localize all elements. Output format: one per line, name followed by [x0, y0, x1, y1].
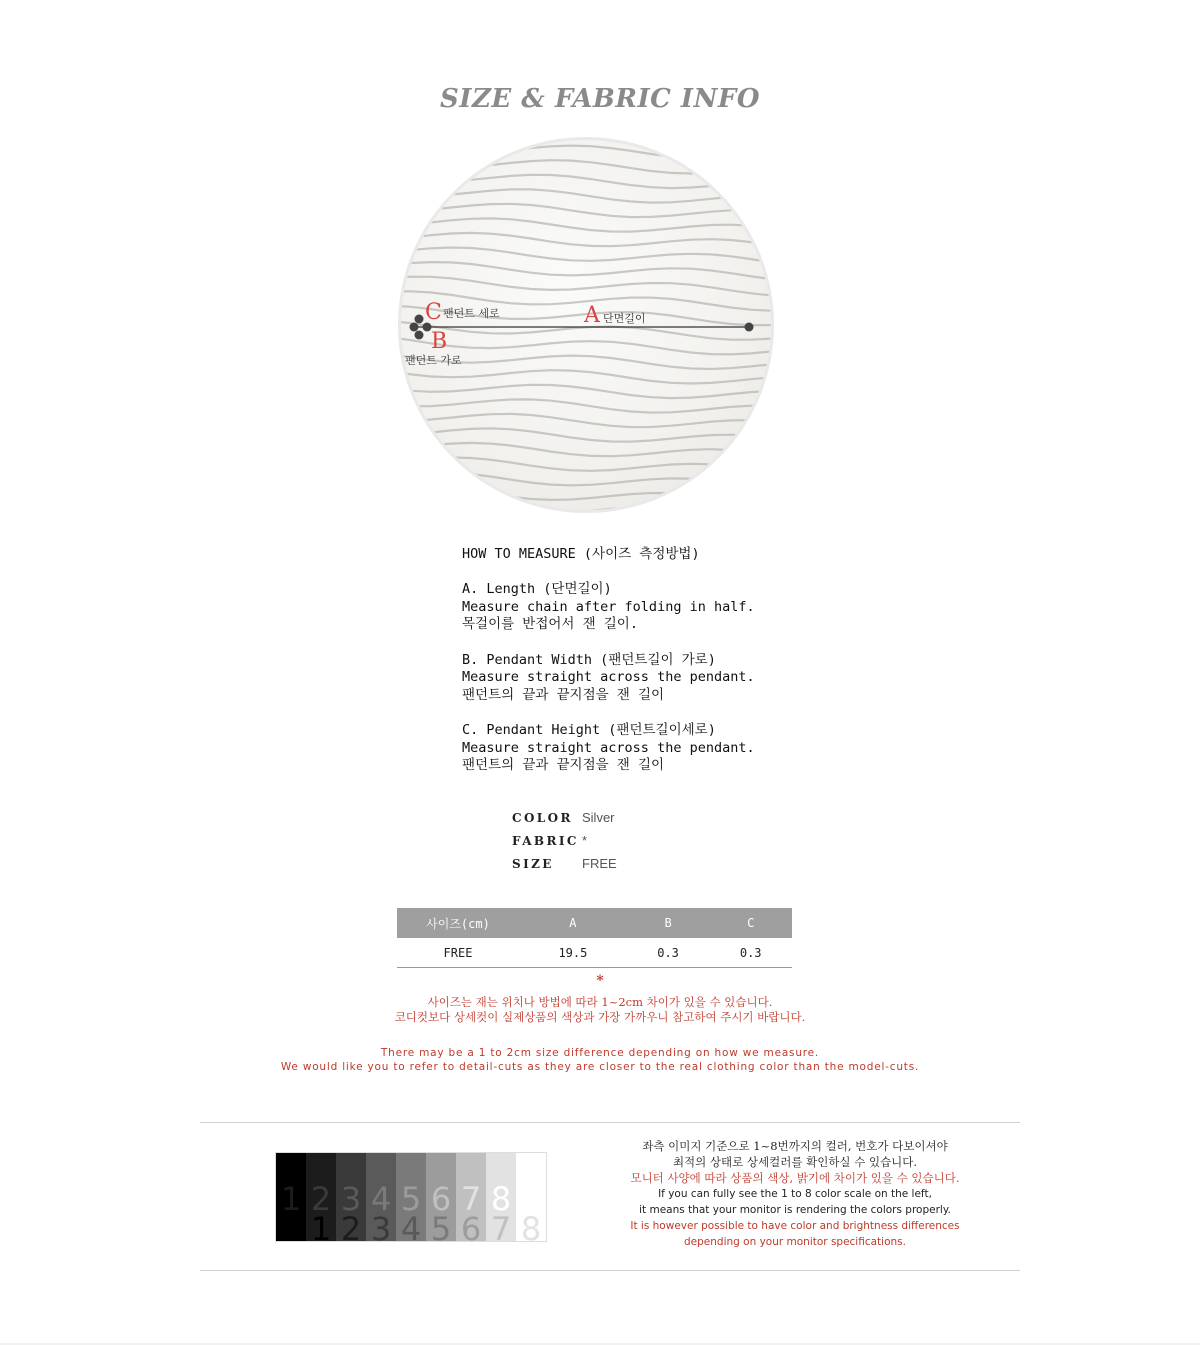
color-scale-number: 4 [370, 1180, 392, 1218]
monitor-ko-warning: 모니터 사양에 따라 상품의 색상, 밝기에 차이가 있을 수 있습니다. [630, 1171, 960, 1185]
color-scale-number: 5 [430, 1210, 452, 1241]
label-c-letter: C [425, 300, 442, 325]
monitor-color-scale [275, 1152, 547, 1242]
label-a-letter: A [584, 303, 600, 328]
pendant-point-bottom [415, 331, 424, 340]
spec-fabric-row [512, 829, 617, 852]
note-ko-line-1: 사이즈는 재는 위치나 방법에 따라 1~2cm 차이가 있을 수 있습니다. [427, 995, 773, 1009]
product-measure-diagram [398, 137, 774, 513]
color-scale-number: 4 [400, 1210, 422, 1241]
color-scale-number: 3 [370, 1210, 392, 1241]
b-cell: 0.3 [627, 938, 710, 968]
monitor-ko-line-1: 좌측 이미지 기준으로 1~8번까지의 컬러, 번호가 다보이셔야 [642, 1139, 948, 1153]
color-scale-swatch [426, 1153, 456, 1241]
measure-b-ko: 팬던트의 끝과 끝지점을 잰 길이 [462, 686, 665, 703]
spec-fabric-value: * [582, 833, 588, 848]
color-scale-number: 5 [400, 1180, 422, 1218]
color-scale-swatch [366, 1153, 396, 1241]
monitor-notice [600, 1138, 990, 1250]
color-scale-number: 3 [340, 1180, 362, 1218]
color-scale-number: 7 [490, 1210, 512, 1241]
color-scale-number: 8 [490, 1180, 512, 1218]
color-scale-number: 1 [310, 1210, 332, 1241]
divider-bottom [200, 1270, 1020, 1271]
color-scale-swatch [486, 1153, 516, 1241]
color-scale-number: 6 [460, 1210, 482, 1241]
size-cell: FREE [397, 938, 519, 968]
spec-color-label: COLOR [512, 810, 573, 825]
how-to-measure [462, 546, 802, 792]
spec-color-row [512, 806, 617, 829]
note-en-line-1: There may be a 1 to 2cm size difference depending on how we measure. [380, 1047, 820, 1059]
product-spec [512, 806, 617, 875]
c-cell: 0.3 [709, 938, 792, 968]
spec-fabric-label: FABRIC [512, 833, 579, 848]
pendant-point-top [415, 315, 424, 324]
a-cell: 19.5 [519, 938, 627, 968]
color-scale-number: 6 [430, 1180, 452, 1218]
measure-b-title: B. Pendant Width (팬던트길이 가로) [462, 651, 716, 668]
chain-end-point [745, 323, 754, 332]
note-en-line-2: We would like you to refer to detail-cuts as they are closer to the real clothing color than the model-cuts. [280, 1061, 920, 1073]
measure-a-en: Measure chain after folding in half. [462, 598, 755, 615]
color-scale-swatch [336, 1153, 366, 1241]
measure-a-title: A. Length (단면길이) [462, 581, 612, 598]
c-col-header: C [709, 908, 792, 938]
monitor-en-warning-2: depending on your monitor specifications. [684, 1236, 906, 1248]
pendant-point-left [410, 323, 419, 332]
color-scale-number: 8 [520, 1210, 542, 1241]
size-table-header [397, 908, 792, 938]
color-scale-swatch [516, 1153, 546, 1241]
note-star: * [596, 973, 604, 989]
note-ko-line-2: 코디컷보다 상세컷이 실제상품의 색상과 가장 가까우니 참고하여 주시기 바랍니다. [394, 1010, 806, 1024]
measure-b-en: Measure straight across the pendant. [462, 669, 755, 686]
note-english [0, 1046, 1200, 1074]
spec-size-label: SIZE [512, 856, 554, 871]
monitor-en-line-2: it means that your monitor is rendering the colors properly. [639, 1204, 951, 1216]
divider-top [200, 1122, 1020, 1123]
monitor-ko-line-2: 최적의 상태로 상세컬러를 확인하실 수 있습니다. [672, 1155, 918, 1169]
label-a-text: 단면길이 [603, 312, 646, 325]
measure-a-ko: 목걸이를 반접어서 잰 길이. [462, 616, 638, 633]
measure-heading: HOW TO MEASURE (사이즈 측정방법) [462, 546, 700, 562]
table-row [397, 938, 792, 968]
color-scale-swatch [306, 1153, 336, 1241]
color-scale-swatch [456, 1153, 486, 1241]
color-scale-swatch [396, 1153, 426, 1241]
monitor-en-line-1: If you can fully see the 1 to 8 color scale on the left, [658, 1188, 932, 1200]
page-title: SIZE & FABRIC INFO [440, 84, 760, 114]
color-scale-number: 2 [340, 1210, 362, 1241]
a-col-header: A [519, 908, 627, 938]
b-col-header: B [627, 908, 710, 938]
measure-c-ko: 팬던트의 끝과 끝지점을 잰 길이 [462, 757, 665, 774]
monitor-en-warning-1: It is however possible to have color and brightness differences [630, 1220, 960, 1232]
label-b-letter: B [431, 329, 448, 354]
spec-size-row [512, 852, 617, 875]
size-table [397, 908, 792, 968]
spec-size-value: FREE [582, 856, 617, 871]
measure-c-en: Measure straight across the pendant. [462, 739, 755, 756]
size-col-header: 사이즈(cm) [397, 908, 519, 938]
measure-c-title: C. Pendant Height (팬던트길이세로) [462, 721, 716, 738]
note-korean [0, 995, 1200, 1025]
spec-color-value: Silver [582, 810, 615, 825]
color-scale-number: 7 [460, 1180, 482, 1218]
label-b-text: 팬던트 가로 [405, 354, 462, 367]
label-c-text: 팬던트 세로 [443, 307, 500, 320]
color-scale-swatch [276, 1153, 306, 1241]
color-scale-number: 1 [280, 1180, 302, 1218]
color-scale-number: 2 [310, 1180, 332, 1218]
